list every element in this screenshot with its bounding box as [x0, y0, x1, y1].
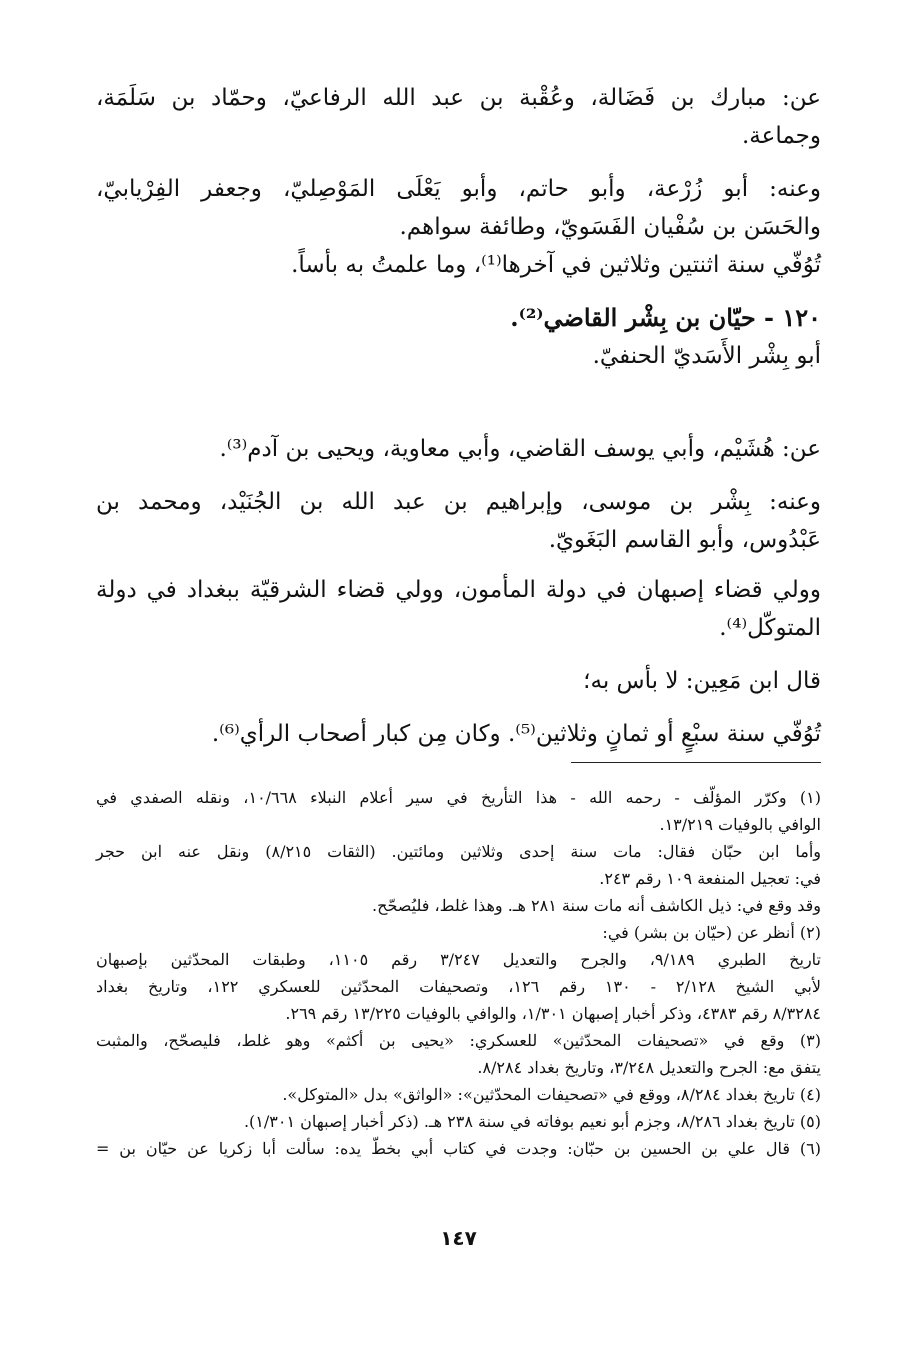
text-line: أبو بِشْر الأَسَديّ الحنفيّ.: [592, 343, 821, 369]
text-line: المتوكّل⁽⁴⁾.: [719, 615, 821, 641]
footnote-separator: [571, 762, 821, 763]
footnote-line: تاريخ الطبري ٩/١٨٩، والجرح والتعديل ٣/٢٤٧ رقم ١١٠٥، وطبقات المحدّثين بإصبهان: [96, 950, 822, 969]
entry-heading: ١٢٠ - حيّان بن بِشْر القاضي⁽²⁾.: [510, 303, 821, 332]
text-line: والحَسَن بن سُفْيان الفَسَويّ، وطائفة سواهم.: [399, 214, 821, 240]
footnote-line: في: تعجيل المنفعة ١٠٩ رقم ٢٤٣.: [599, 869, 821, 888]
text-line: عَبْدُوس، وأبو القاسم البَغَويّ.: [548, 527, 821, 553]
footnote-line: (١) وكرّر المؤلّف - رحمه الله - هذا التأريخ في سير أعلام النبلاء ١٠/٦٦٨، ونقله الصفدي في: [96, 788, 822, 807]
footnote-line: ٨/٣٢٨٤ رقم ٤٣٨٣، وذكر أخبار إصبهان ١/٣٠١، والوافي بالوفيات ١٣/٢٢٥ رقم ٢٦٩.: [285, 1004, 821, 1023]
text-line: وعنه: أبو زُرْعة، وأبو حاتم، وأبو يَعْلَى المَوْصِليّ، وجعفر الفِرْيابيّ،: [96, 176, 821, 202]
footnote-line: يتفق مع: الجرح والتعديل ٣/٢٤٨، وتاريخ بغداد ٨/٢٨٤.: [477, 1058, 821, 1077]
footnote-line: (٤) تاريخ بغداد ٨/٢٨٤، ووقع في «تصحيفات المحدّثين»: «الواثق» بدل «المتوكل».: [282, 1085, 821, 1104]
footnote-line: لأبي الشيخ ٢/١٢٨ - ١٣٠ رقم ١٢٦، وتصحيفات المحدّثين للعسكري ١٢٢، وتاريخ بغداد: [96, 977, 822, 996]
footnote-line: (٦) قال علي بن الحسين بن حبّان: وجدت في كتاب أبي بخطّ يده: سألت أبا زكريا عن حيّان بن =: [96, 1139, 822, 1158]
footnote-line: وقد وقع في: ذيل الكاشف أنه مات سنة ٢٨١ هـ. وهذا غلط، فليُصحّح.: [372, 896, 821, 915]
text-line: وولي قضاء إصبهان في دولة المأمون، وولي قضاء الشرقيّة ببغداد في دولة: [96, 577, 821, 603]
text-line: عن: هُشَيْم، وأبي يوسف القاضي، وأبي معاوية، ويحيى بن آدم⁽³⁾.: [219, 436, 821, 462]
text-line: عن: مبارك بن فَضَالة، وعُقْبة بن عبد الله الرفاعيّ، وحمّاد بن سَلَمَة،: [96, 85, 821, 111]
footnote-line: الوافي بالوفيات ١٣/٢١٩.: [659, 815, 821, 834]
text-line: وعنه: بِشْر بن موسى، وإبراهيم بن عبد الله بن الجُنَيْد، ومحمد بن: [96, 489, 821, 515]
text-line: تُوُفّي سنة اثنتين وثلاثين في آخرها⁽¹⁾، وما علمتُ به بأساً.: [291, 252, 821, 278]
text-line: قال ابن مَعِين: لا بأس به؛: [583, 668, 821, 694]
page-number: ١٤٧: [440, 1226, 477, 1250]
footnote-line: وأما ابن حبّان فقال: مات سنة إحدى وثلاثين ومائتين. (الثقات ٨/٢١٥) ونقل عنه ابن حجر: [96, 842, 822, 861]
footnote-line: (٢) أنظر عن (حيّان بن بشر) في:: [602, 923, 821, 942]
footnote-line: (٥) تاريخ بغداد ٨/٢٨٦، وجزم أبو نعيم بوفاته في سنة ٢٣٨ هـ. (ذكر أخبار إصبهان ١/٣٠١).: [243, 1112, 821, 1131]
text-line: وجماعة.: [742, 123, 821, 149]
text-line: تُوُفّي سنة سبْعٍ أو ثمانٍ وثلاثين⁽⁵⁾. وكان مِن كبار أصحاب الرأي⁽⁶⁾.: [211, 721, 821, 747]
footnote-line: (٣) وقع في «تصحيفات المحدّثين» للعسكري: «يحيى بن أكثم» وهو غلط، فليصحّح، والمثبت: [96, 1031, 821, 1050]
